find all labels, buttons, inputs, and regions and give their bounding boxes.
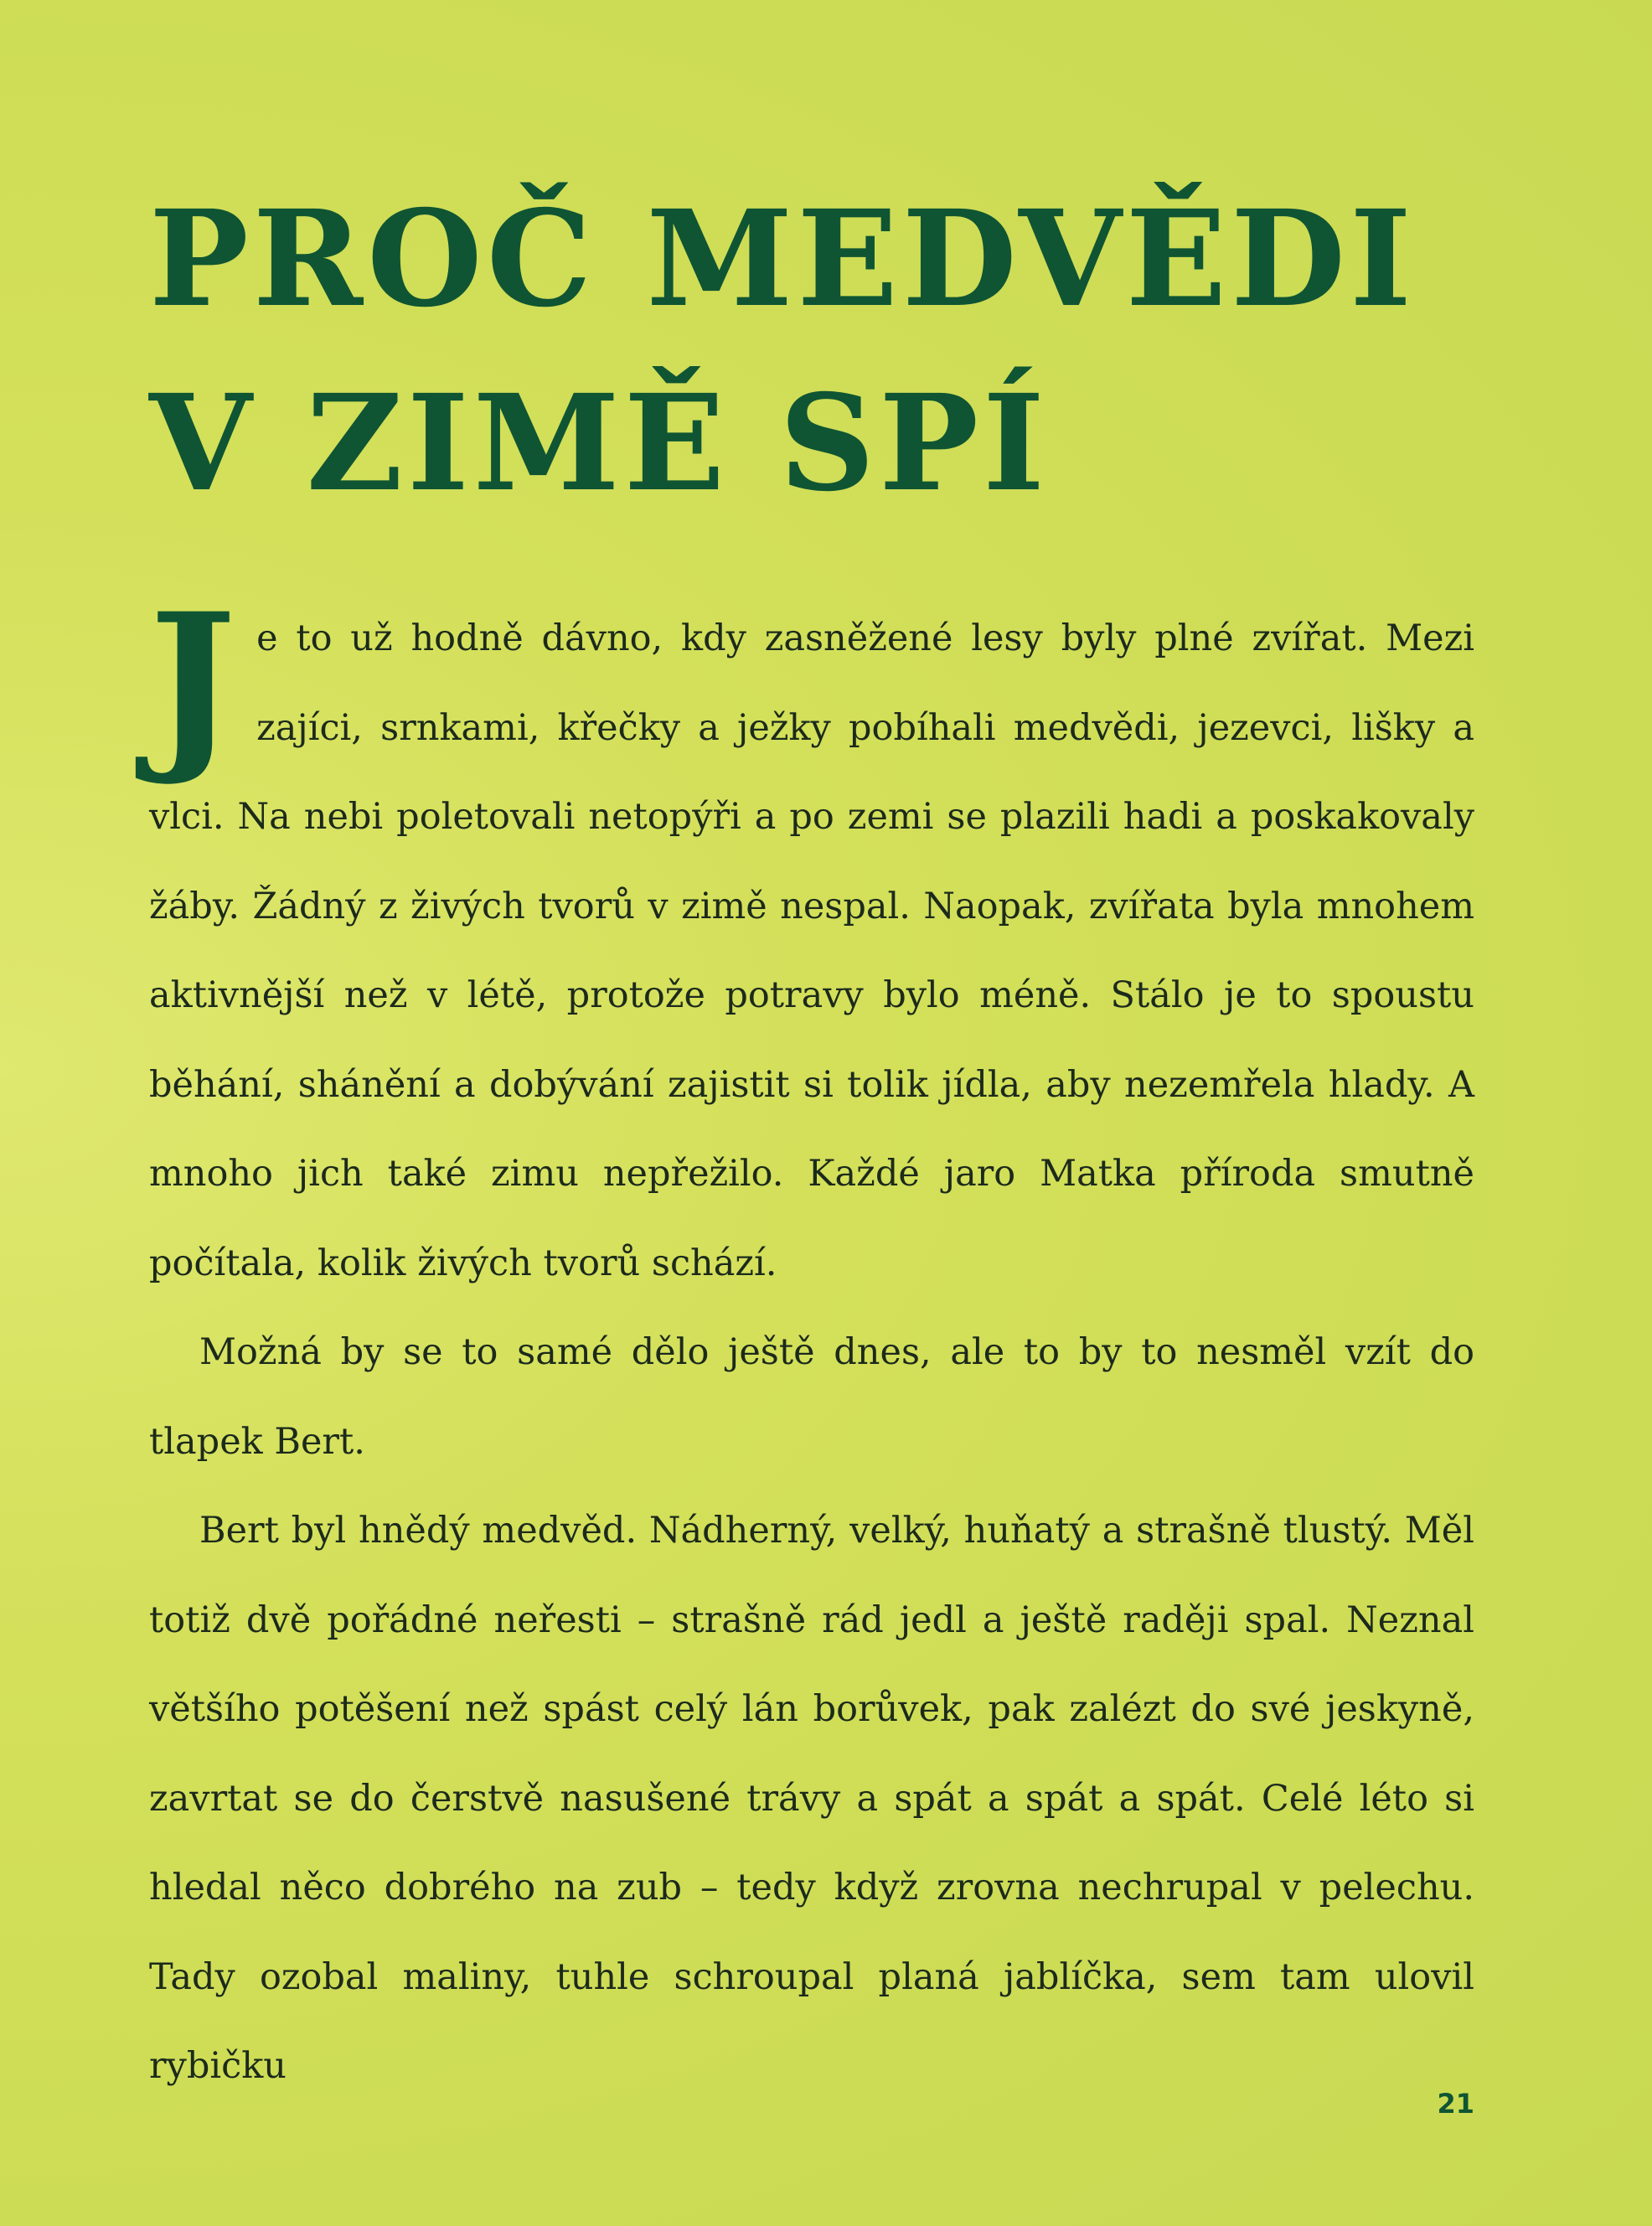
chapter-body (149, 572, 1474, 2111)
chapter-title-line-2: V ZIMĚ SPÍ (149, 366, 1049, 521)
drop-cap: J (149, 572, 237, 789)
paragraph-1 (149, 572, 1474, 1308)
chapter-title-line-1: PROČ MEDVĚDI (149, 182, 1417, 337)
paragraph-3: Bert byl hnědý medvěd. Nádherný, velký, huňatý a strašně tlustý. Měl totiž dvě pořádné neřesti – strašně rád jedl a ještě raději spal. Neznal většího potěšení než spást celý lán borůvek, pak zalézt do své jeskyně, zavrtat se do čerstvě nasušené trávy a spát a spát a spát. Celé léto si hledal něco dobrého na zub – tedy když zrovna nechrupal v pelechu. Tady ozobal maliny, tuhle schroupal planá jablíčka, sem tam ulovil rybičku (149, 1510, 1474, 2087)
page-number: 21 (1437, 2088, 1474, 2120)
chapter-title (149, 168, 1416, 536)
paragraph-1-text: e to už hodně dávno, kdy zasněžené lesy byly plné zvířat. Mezi zajíci, srnkami, křečky a ježky pobíhali medvědi, jezevci, lišky a vlci. Na nebi poletovali netopýři a po zemi se plazili hadi a poskakovaly žáby. Žádný z živých tvorů v zimě nespal. Naopak, zvířata byla mnohem aktivnější než v létě, protože potravy bylo méně. Stálo je to spoustu běhání, shánění a dobývání zajistit si tolik jídla, aby nezemřela hlady. A mnoho jich také zimu nepřežilo. Každé jaro Matka příroda smutně počítala, kolik živých tvorů schází. (149, 617, 1474, 1284)
paragraph-2: Možná by se to samé dělo ještě dnes, ale to by to nesměl vzít do tlapek Bert. (149, 1331, 1474, 1463)
